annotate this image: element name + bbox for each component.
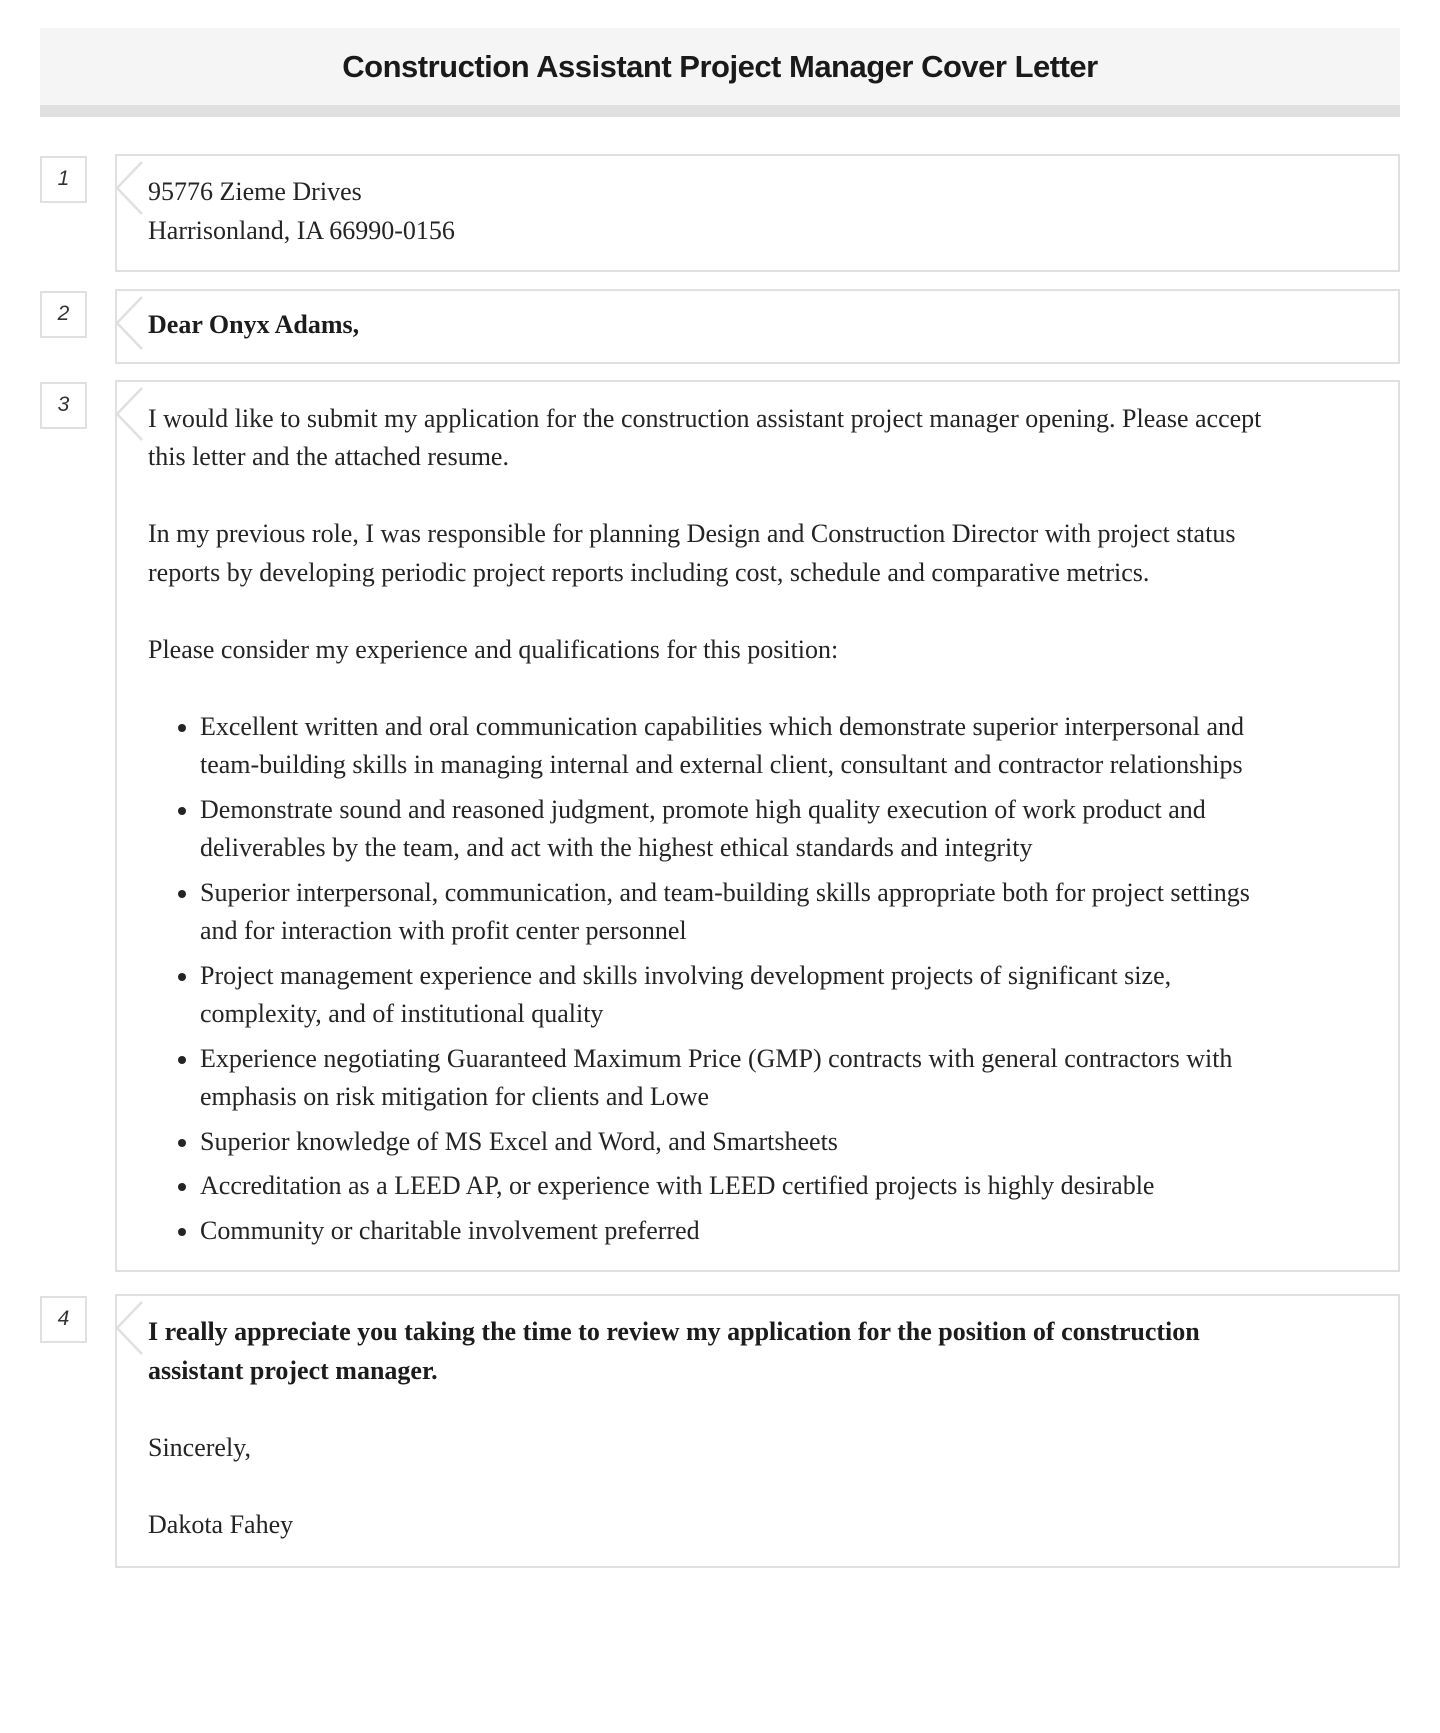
bullet-item: • Demonstrate sound and reasoned judgment, promote high quality execution of work product and deliverables by the team, and act with the highest ethical standards and integrity: [200, 791, 1263, 868]
notch-pointer-icon: [109, 386, 143, 442]
section-closing: [57, 1294, 1400, 1568]
address-line: 95776 Zieme Drives: [148, 177, 362, 206]
bullet-item: • Excellent written and oral communication capabilities which demonstrate superior interpersonal and team-building skills in managing internal and external client, consultant and contractor relationships: [200, 708, 1263, 785]
bullet-item: • Community or charitable involvement preferred: [200, 1212, 1263, 1251]
body-paragraph: I would like to submit my application for the construction assistant project manager opening. Please accept this letter and the attached resume.: [148, 403, 1262, 471]
body-paragraph: In my previous role, I was responsible for planning Design and Construction Director with project status reports by developing periodic project reports including cost, schedule and comparative metrics.: [148, 519, 1236, 587]
section-number-badge: [40, 1296, 87, 1343]
header-strip: [40, 105, 1400, 117]
notch-pointer-icon: [109, 1300, 143, 1356]
bullet-item: • Experience negotiating Guaranteed Maximum Price (GMP) contracts with general contractors with emphasis on risk mitigation for clients and Lowe: [200, 1040, 1263, 1117]
address-line: Harrisonland, IA 66990-0156: [148, 215, 455, 245]
section-body: [57, 380, 1400, 1273]
section-address: [57, 154, 1400, 272]
section-number-badge: [40, 156, 87, 203]
section-salutation: [57, 289, 1400, 364]
signature-name: Dakota Fahey: [148, 1509, 294, 1539]
section-number-badge: [40, 382, 87, 429]
notch-pointer-icon: [109, 295, 143, 351]
bullet-item: • Superior interpersonal, communication, and team-building skills appropriate both for project settings and for interaction with profit center personnel: [200, 874, 1263, 951]
notch-pointer-icon: [109, 160, 143, 216]
section-number-badge: [40, 291, 87, 338]
signoff-text: Sincerely,: [148, 1432, 251, 1462]
section-number: 2: [57, 302, 70, 326]
closing-emphasis: I really appreciate you taking the time to review my application for the position of construction assistant project manager.: [148, 1317, 1200, 1385]
section-number: 4: [57, 1307, 70, 1331]
page-title: Construction Assistant Project Manager Cover Letter: [342, 49, 1098, 84]
bullet-item: • Project management experience and skills involving development projects of significant size, complexity, and of institutional quality: [200, 957, 1263, 1034]
section-number: 1: [57, 167, 70, 191]
salutation-text: Dear Onyx Adams,: [148, 310, 360, 339]
section-number: 3: [57, 392, 70, 416]
qualification-list: [148, 708, 1263, 1251]
bullet-item: • Accreditation as a LEED AP, or experience with LEED certified projects is highly desirable: [200, 1167, 1263, 1206]
header-bar: [40, 28, 1400, 105]
body-paragraph: Please consider my experience and qualifications for this position:: [148, 634, 839, 664]
bullet-item: • Superior knowledge of MS Excel and Word, and Smartsheets: [200, 1123, 1263, 1162]
